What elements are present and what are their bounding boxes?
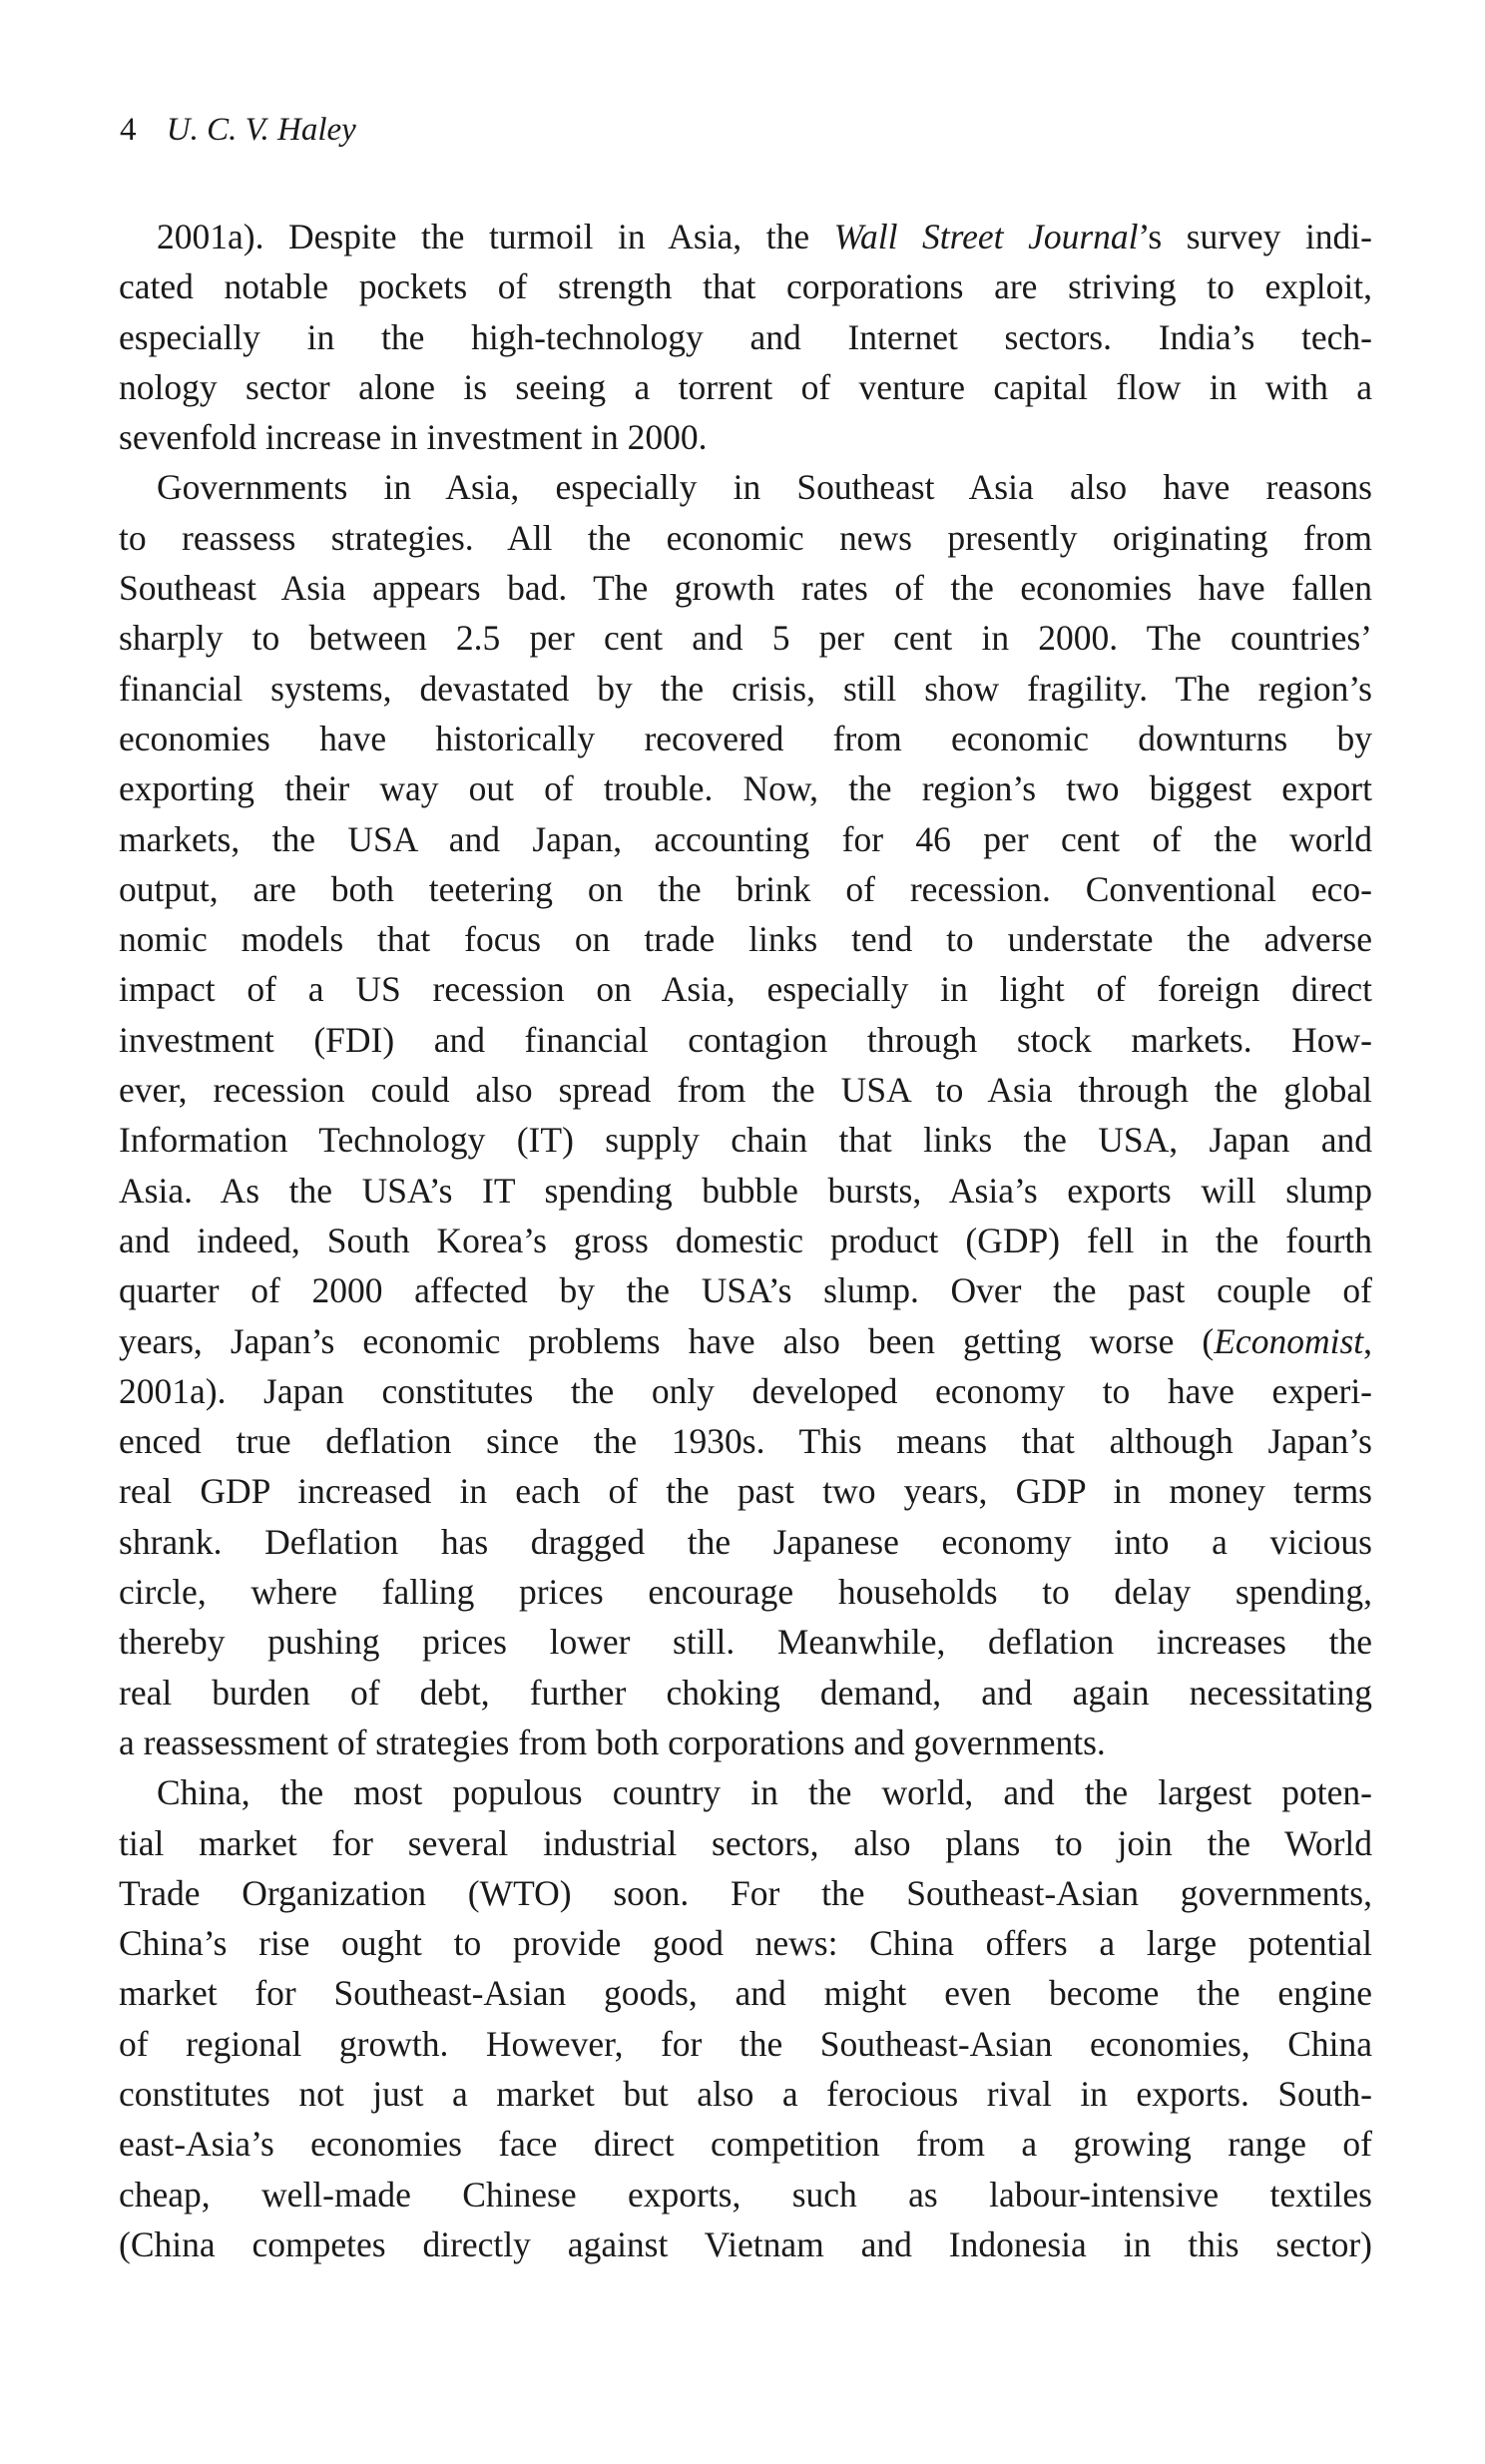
text-line: nomic models that focus on trade links tend to understate the adverse: [119, 919, 1372, 960]
text-line: impact of a US recession on Asia, especially in light of foreign direct: [119, 969, 1372, 1010]
text-line: real burden of debt, further choking demand, and again necessitating: [119, 1672, 1372, 1713]
text-line: shrank. Deflation has dragged the Japanese economy into a vicious: [119, 1521, 1372, 1562]
italic-title: Economist: [1214, 1320, 1364, 1361]
italic-title: Wall Street Journal: [833, 217, 1139, 256]
paragraph: [119, 1767, 1372, 2269]
text-line: real GDP increased in each of the past two years, GDP in money terms: [119, 1471, 1372, 1512]
paragraph: [119, 462, 1372, 1767]
text-line: and indeed, South Korea’s gross domestic product (GDP) fell in the fourth: [119, 1220, 1372, 1260]
text-line: investment (FDI) and financial contagion through stock markets. How-: [119, 1019, 1372, 1060]
text-line: especially in the high-technology and Internet sectors. India’s tech-: [119, 316, 1372, 357]
text-line: quarter of 2000 affected by the USA’s slump. Over the past couple of: [119, 1270, 1372, 1311]
text-line: 2001a). Despite the turmoil in Asia, the Wall Street Journal’s survey indi-: [157, 217, 1372, 256]
body-text: [119, 212, 1372, 2269]
paragraph: [119, 212, 1372, 462]
text-line: Information Technology (IT) supply chain that links the USA, Japan and: [119, 1120, 1372, 1161]
text-line: Governments in Asia, especially in Southeast Asia also have reasons: [157, 467, 1372, 508]
running-header: [120, 112, 356, 149]
text-line: a reassessment of strategies from both corporations and governments.: [119, 1722, 1106, 1762]
text-line: east-Asia’s economies face direct competition from a growing range of: [119, 2124, 1372, 2165]
text-line: cated notable pockets of strength that corporations are striving to exploit,: [119, 266, 1372, 307]
text-line: tial market for several industrial sectors, also plans to join the World: [119, 1822, 1372, 1863]
text-line: output, are both teetering on the brink of recession. Conventional eco-: [119, 868, 1372, 909]
text-line: economies have historically recovered from economic downturns by: [119, 718, 1372, 758]
text-line: financial systems, devastated by the crisis, still show fragility. The region’s: [119, 668, 1372, 709]
text-line: circle, where falling prices encourage households to delay spending,: [119, 1572, 1372, 1613]
text-line: sharply to between 2.5 per cent and 5 per cent in 2000. The countries’: [119, 618, 1372, 659]
text-line: nology sector alone is seeing a torrent of venture capital flow in with a: [119, 366, 1372, 407]
text-line: markets, the USA and Japan, accounting for 46 per cent of the world: [119, 818, 1372, 859]
text-line: years, Japan’s economic problems have also been getting worse (Economist,: [119, 1320, 1372, 1361]
text-line: cheap, well-made Chinese exports, such as labour-intensive textiles: [119, 2174, 1372, 2215]
page-number: 4: [120, 112, 137, 148]
text-line: of regional growth. However, for the Southeast-Asian economies, China: [119, 2023, 1372, 2064]
text-line: constitutes not just a market but also a ferocious rival in exports. South-: [119, 2073, 1372, 2114]
text-line: Southeast Asia appears bad. The growth rates of the economies have fallen: [119, 568, 1372, 609]
running-head-author: U. C. V. Haley: [166, 112, 356, 148]
text-line: China, the most populous country in the world, and the largest poten-: [157, 1772, 1372, 1813]
text-line: thereby pushing prices lower still. Meanwhile, deflation increases the: [119, 1622, 1372, 1663]
text-line: exporting their way out of trouble. Now, the region’s two biggest export: [119, 768, 1372, 809]
text-line: ever, recession could also spread from the USA to Asia through the global: [119, 1070, 1372, 1111]
text-line: 2001a). Japan constitutes the only developed economy to have experi-: [119, 1370, 1372, 1411]
text-line: to reassess strategies. All the economic news presently originating from: [119, 517, 1372, 558]
text-line: market for Southeast-Asian goods, and might even become the engine: [119, 1973, 1372, 2014]
text-line: (China competes directly against Vietnam and Indonesia in this sector): [119, 2223, 1372, 2264]
text-line: China’s rise ought to provide good news: China offers a large potential: [119, 1923, 1372, 1964]
text-line: sevenfold increase in investment in 2000.: [119, 417, 708, 458]
text-line: Trade Organization (WTO) soon. For the Southeast-Asian governments,: [119, 1872, 1372, 1913]
text-line: Asia. As the USA’s IT spending bubble bursts, Asia’s exports will slump: [119, 1170, 1372, 1211]
text-line: enced true deflation since the 1930s. This means that although Japan’s: [119, 1421, 1372, 1462]
